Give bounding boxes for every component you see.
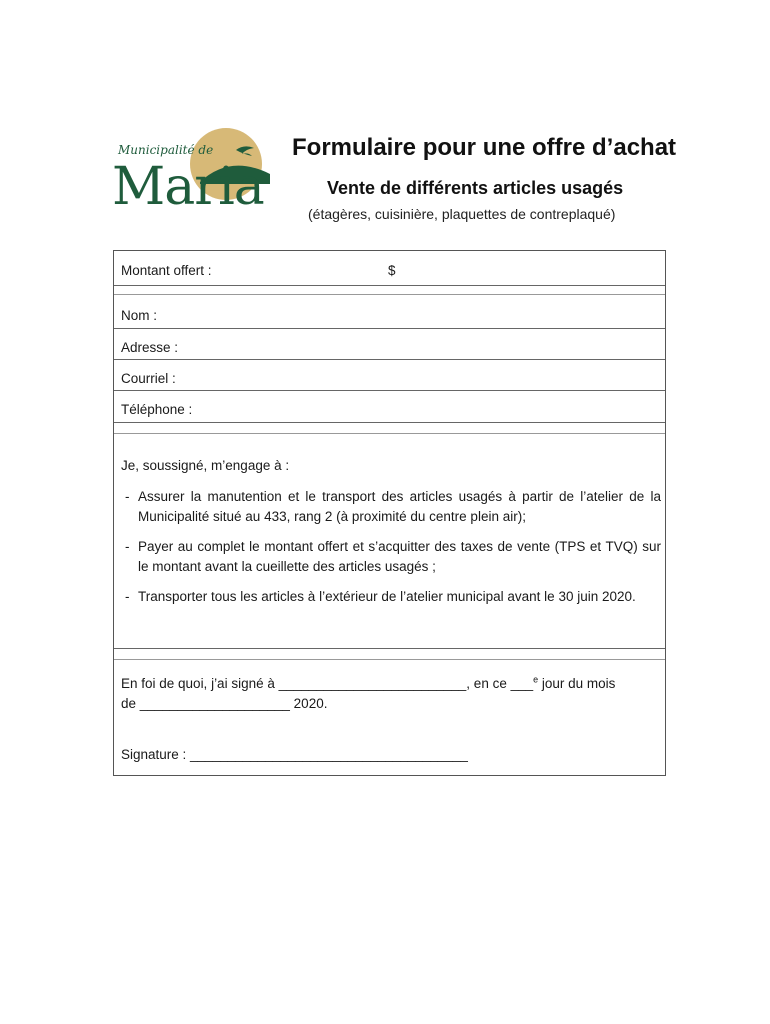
divider <box>114 659 665 660</box>
form-title: Formulaire pour une offre d’achat <box>292 134 677 161</box>
divider <box>114 433 665 434</box>
signature-line: Signature : _____________________________________ <box>121 747 468 762</box>
closing-statement <box>121 674 661 714</box>
divider <box>114 359 665 360</box>
commitment-list <box>121 487 661 617</box>
divider <box>114 294 665 295</box>
list-item: - Transporter tous les articles à l’extérieur de l’atelier municipal avant le 30 juin 2020. <box>121 587 661 607</box>
name-label: Nom : <box>121 308 158 323</box>
closing-text-end: jour du mois <box>538 676 616 691</box>
items-note: (étagères, cuisinière, plaquettes de contreplaqué) <box>308 206 616 222</box>
divider <box>114 390 665 391</box>
commitment-intro: Je, soussigné, m’engage à : <box>121 458 290 473</box>
form-subtitle: Vente de différents articles usagés <box>327 178 624 198</box>
logo-small-text: Municipalité de <box>118 143 214 157</box>
divider <box>114 285 665 286</box>
ordinal-suffix: e <box>533 674 539 685</box>
logo-big-text: Maria <box>112 157 264 210</box>
amount-label: Montant offert : <box>121 263 212 278</box>
list-item: - Payer au complet le montant offert et s’acquitter des taxes de vente (TPS et TVQ) sur le montant avant la cueillette des articles usagés ; <box>121 537 661 577</box>
email-label: Courriel : <box>121 371 176 386</box>
list-item: - Assurer la manutention et le transport des articles usagés à partir de l’atelier de la Municipalité situé au 433, rang 2 (à proximité du centre plein air); <box>121 487 661 527</box>
offer-form <box>113 250 666 776</box>
divider <box>114 648 665 649</box>
address-label: Adresse : <box>121 340 179 355</box>
divider <box>114 422 665 423</box>
closing-text: En foi de quoi, j’ai signé à _________________________, en ce ___ <box>121 676 534 691</box>
municipality-logo <box>110 124 282 210</box>
phone-label: Téléphone : <box>121 402 193 417</box>
closing-date-line: de ____________________ 2020. <box>121 696 328 711</box>
divider <box>114 328 665 329</box>
currency-symbol: $ <box>388 263 396 278</box>
